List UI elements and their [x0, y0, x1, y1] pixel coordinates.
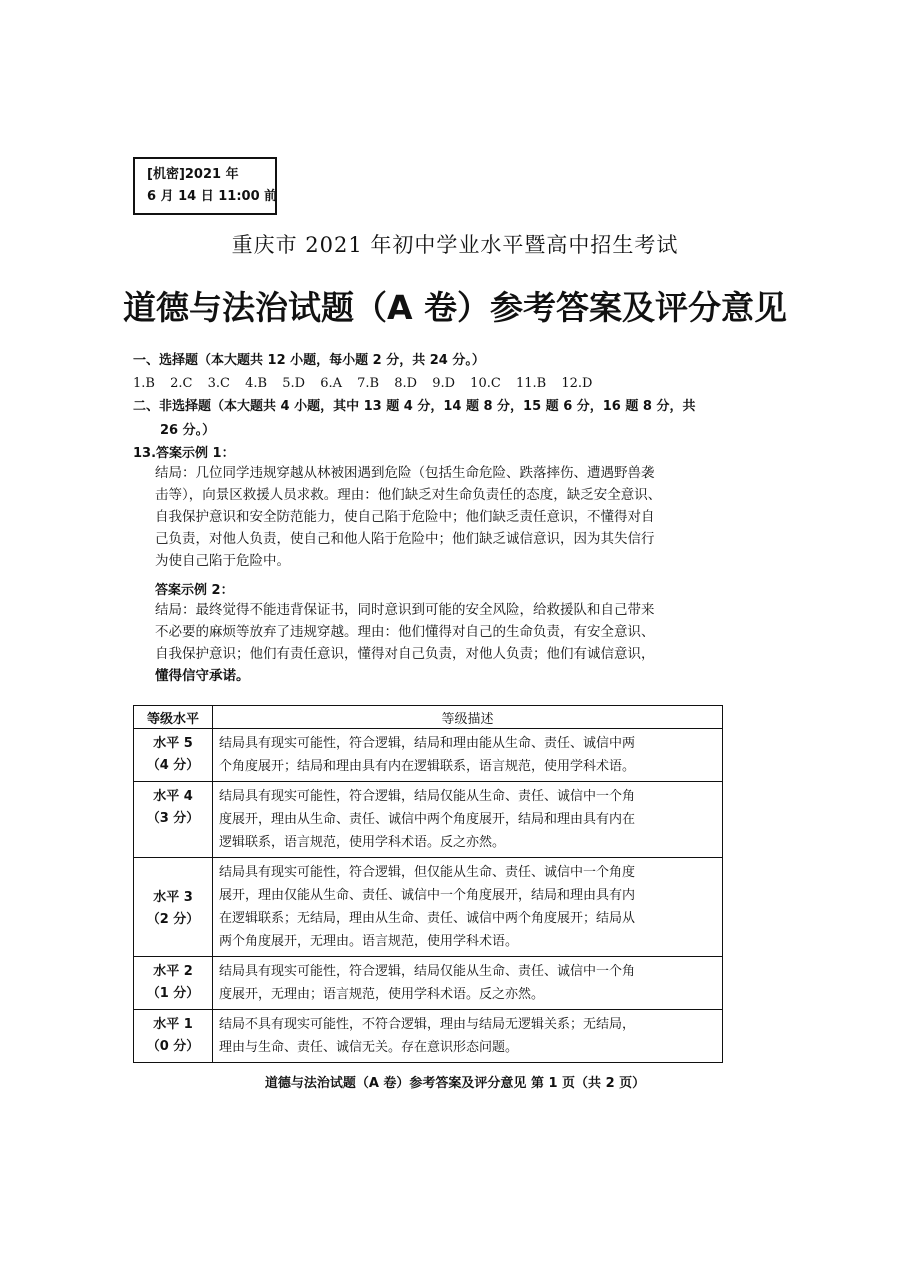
- table-row: [134, 1010, 723, 1063]
- level-cell: [134, 729, 213, 782]
- answer-2: 2.C: [170, 376, 193, 391]
- example-2-line: 懂得信守承诺。: [155, 668, 250, 684]
- description-cell: [213, 957, 723, 1010]
- description-line: 理由与生命、责任、诚信无关。存在意识形态问题。: [219, 1040, 519, 1055]
- description-line: 在逻辑联系；无结局，理由从生命、责任、诚信中两个角度展开；结局从: [219, 911, 636, 926]
- description-line: 结局具有现实可能性，符合逻辑，结局仅能从生命、责任、诚信中一个角: [219, 789, 636, 804]
- description-line: 结局具有现实可能性，符合逻辑，但仅能从生命、责任、诚信中一个角度: [219, 865, 636, 880]
- description-cell: [213, 1010, 723, 1063]
- answer-5: 5.D: [282, 376, 306, 391]
- answer-3: 3.C: [207, 376, 230, 391]
- description-line: 个角度展开；结局和理由具有内在逻辑联系，语言规范，使用学科术语。: [219, 759, 636, 774]
- level-cell: [134, 1010, 213, 1063]
- exam-subtitle: 重庆市 2021 年初中学业水平暨高中招生考试: [231, 233, 679, 257]
- level-score: （1 分）: [146, 986, 200, 1001]
- description-line: 逻辑联系，语言规范，使用学科术语。反之亦然。: [219, 835, 506, 850]
- description-line: 结局具有现实可能性，符合逻辑，结局仅能从生命、责任、诚信中一个角: [219, 964, 636, 979]
- table-row: [134, 782, 723, 858]
- description-line: 结局不具有现实可能性，不符合逻辑，理由与结局无逻辑关系；无结局，: [219, 1017, 636, 1032]
- example-2-line: 自我保护意识；他们有责任意识，懂得对自己负责，对他人负责；他们有诚信意识，: [155, 646, 655, 662]
- description-line: 度展开，无理由；语言规范，使用学科术语。反之亦然。: [219, 987, 545, 1002]
- section-2-heading-line-2: 26 分。）: [160, 423, 216, 438]
- scoring-rubric-table: [133, 705, 723, 1063]
- answer-10: 10.C: [470, 376, 501, 391]
- level-cell: [134, 957, 213, 1010]
- answer-12: 12.D: [561, 376, 593, 391]
- answer-7: 7.B: [357, 376, 380, 391]
- example-2-line: 不必要的麻烦等放弃了违规穿越。理由：他们懂得对自己的生命负责，有安全意识、: [155, 624, 655, 640]
- answer-4: 4.B: [245, 376, 268, 391]
- example-1-line: 己负责，对他人负责，使自己和他人陷于危险中；他们缺乏诚信意识，因为其失信行: [155, 531, 655, 547]
- level-cell: [134, 858, 213, 957]
- level-score: （4 分）: [146, 758, 200, 773]
- section-2-heading-line-1: 二、非选择题（本大题共 4 小题，其中 13 题 4 分，14 题 8 分，15 题 6 分，16 题 8 分，共: [133, 399, 696, 414]
- description-line: 度展开，理由从生命、责任、诚信中两个角度展开，结局和理由具有内在: [219, 812, 636, 827]
- choice-answers: [133, 376, 603, 392]
- q13-example-2-text: [155, 599, 655, 687]
- table-row: [134, 858, 723, 957]
- description-cell: [213, 782, 723, 858]
- level-label: 水平 2: [153, 964, 193, 979]
- table-row: [134, 957, 723, 1010]
- level-score: （3 分）: [146, 811, 200, 826]
- table-header-row: [134, 706, 723, 729]
- example-1-line: 结局：几位同学违规穿越从林被困遇到危险（包括生命危险、跌落摔伤、遭遇野兽袭: [155, 465, 655, 481]
- example-1-line: 自我保护意识和安全防范能力，使自己陷于危险中；他们缺乏责任意识，不懂得对自: [155, 509, 655, 525]
- confidential-seal: [133, 157, 277, 215]
- level-label: 水平 1: [153, 1017, 193, 1032]
- q13-example-2-label: 答案示例 2：: [155, 583, 234, 598]
- description-line: 结局具有现实可能性，符合逻辑，结局和理由能从生命、责任、诚信中两: [219, 736, 636, 751]
- level-label: 水平 4: [153, 789, 193, 804]
- answer-11: 11.B: [515, 376, 547, 391]
- page-title: 道德与法治试题（A 卷）参考答案及评分意见: [122, 288, 788, 327]
- table-row: [134, 729, 723, 782]
- q13-example-1-text: [155, 462, 661, 572]
- answer-1: 1.B: [133, 376, 155, 391]
- description-cell: [213, 858, 723, 957]
- answer-6: 6.A: [320, 376, 342, 391]
- seal-line-2: 6 月 14 日 11:00 前: [147, 189, 278, 204]
- q13-example-1-label: 13.答案示例 1：: [133, 446, 235, 461]
- example-2-line: 结局：最终觉得不能违背保证书，同时意识到可能的安全风险，给救援队和自己带来: [155, 602, 655, 618]
- page-footer: 道德与法治试题（A 卷）参考答案及评分意见 第 1 页（共 2 页）: [264, 1076, 646, 1091]
- level-label: 水平 3: [153, 889, 193, 905]
- level-score: （0 分）: [146, 1039, 200, 1054]
- seal-line-1: [机密]2021 年: [147, 167, 239, 182]
- answer-9: 9.D: [432, 376, 456, 391]
- example-1-line: 为使自己陷于危险中。: [155, 553, 290, 569]
- description-line: 两个角度展开，无理由。语言规范，使用学科术语。: [219, 934, 519, 949]
- section-1-heading: 一、选择题（本大题共 12 小题，每小题 2 分，共 24 分。）: [133, 353, 485, 368]
- answer-8: 8.D: [394, 376, 418, 391]
- description-line: 展开，理由仅能从生命、责任、诚信中一个角度展开，结局和理由具有内: [219, 888, 636, 903]
- description-cell: [213, 729, 723, 782]
- level-score: （2 分）: [146, 911, 200, 927]
- example-1-line: 击等），向景区救援人员求救。理由：他们缺乏对生命负责任的态度，缺乏安全意识、: [155, 487, 662, 503]
- column-header-level: 等级水平: [134, 706, 213, 729]
- column-header-description: 等级描述: [213, 706, 723, 729]
- level-cell: [134, 782, 213, 858]
- level-label: 水平 5: [153, 736, 193, 751]
